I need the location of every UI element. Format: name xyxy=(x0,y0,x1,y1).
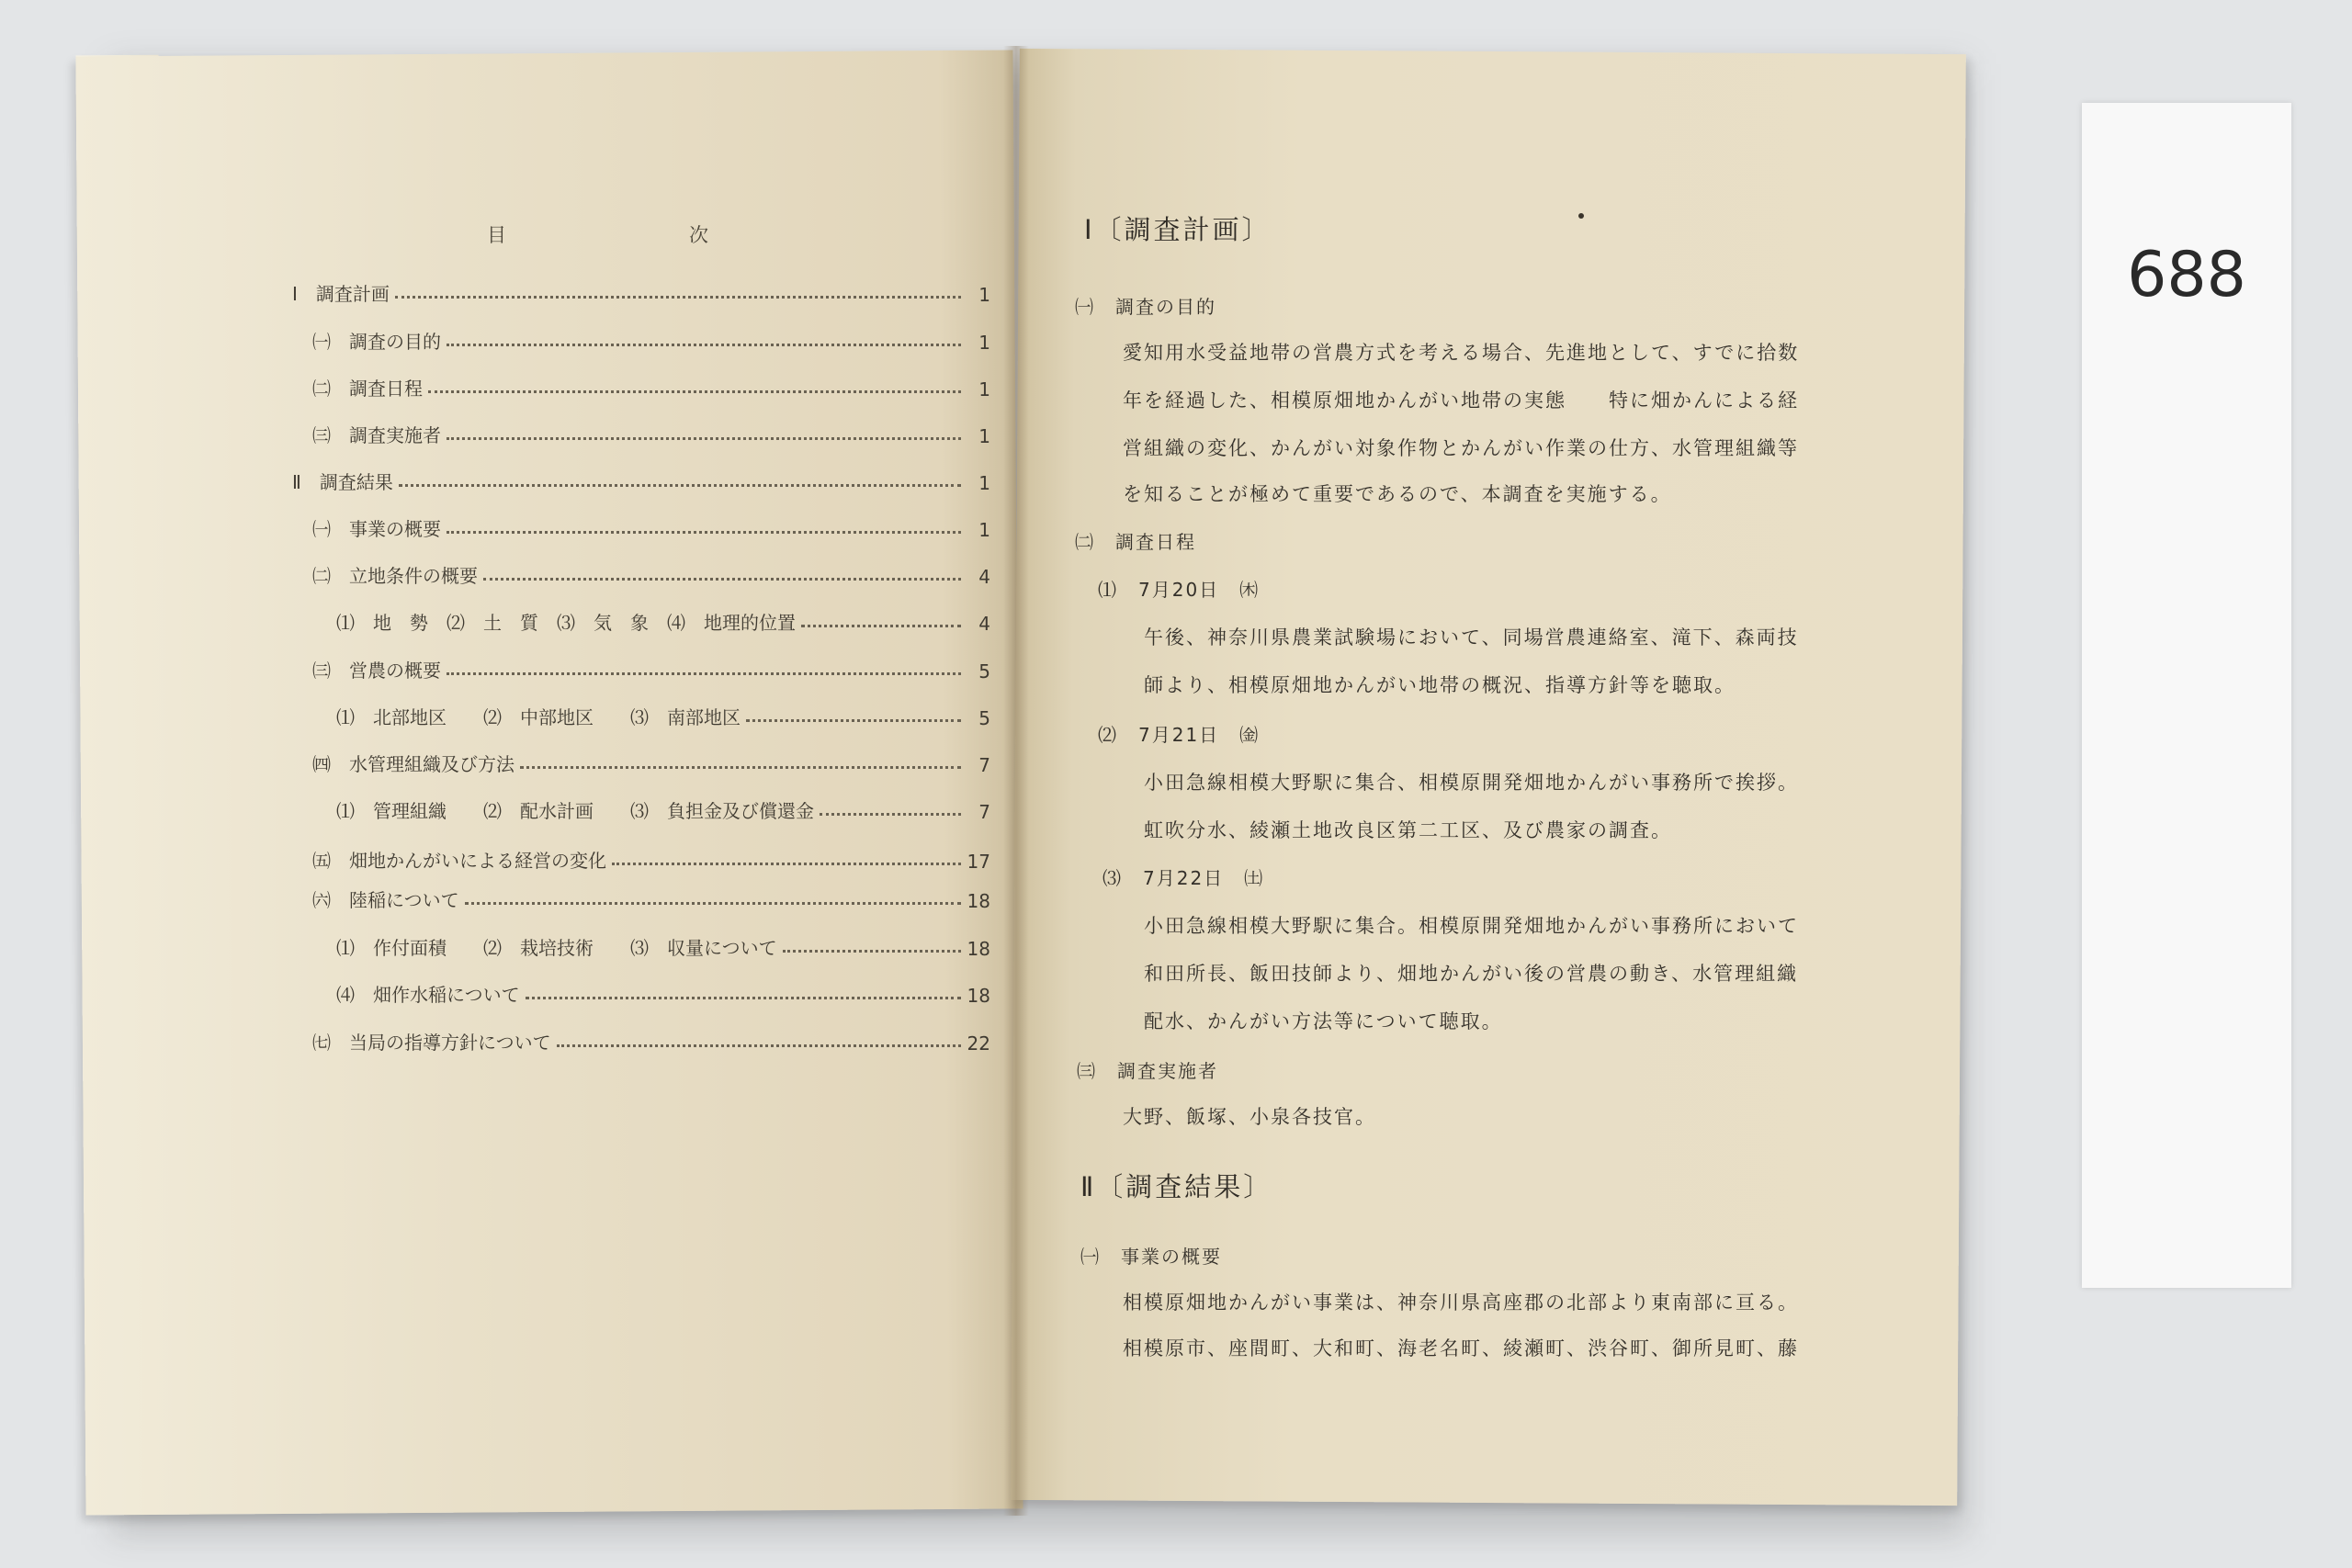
toc-leader-dots xyxy=(395,296,961,299)
body-text-line: 虹吹分水、綾瀬土地改良区第二工区、及び農家の調査。 xyxy=(1144,819,1672,841)
toc-row xyxy=(312,420,990,447)
subsection-heading: ㈡ 調査日程 xyxy=(1075,531,1196,553)
body-text-line: 大野、飯塚、小泉各技官。 xyxy=(1123,1106,1376,1128)
table-of-contents xyxy=(292,278,990,1105)
toc-entry-label: Ⅱ 調査結果 xyxy=(292,471,393,493)
toc-entry-page: 22 xyxy=(967,1032,990,1055)
toc-entry-page: 5 xyxy=(978,707,990,729)
label-slip xyxy=(2082,103,2291,1288)
subsection-heading: ⑵ 7月21日 ㈮ xyxy=(1098,724,1261,746)
body-text-line: 相模原市、座間町、大和町、海老名町、綾瀬町、渋谷町、御所見町、藤 xyxy=(1123,1337,1799,1359)
toc-entry-page: 5 xyxy=(978,660,990,682)
body-text-line: を知ることが極めて重要であるので、本調査を実施する。 xyxy=(1123,483,1672,505)
body-text-line: 年を経過した、相模原畑地かんがい地帯の実態 特に畑かんによる経 xyxy=(1123,389,1799,412)
toc-entry-label: ㈦ 当局の指導方針について xyxy=(312,1032,551,1054)
toc-leader-dots xyxy=(483,578,961,581)
toc-row xyxy=(312,885,990,912)
toc-row xyxy=(312,326,990,354)
book-gutter xyxy=(1003,46,1029,1516)
toc-row xyxy=(312,655,990,682)
toc-row xyxy=(312,560,990,588)
toc-entry-page: 1 xyxy=(978,284,990,306)
toc-leader-dots xyxy=(465,902,961,905)
toc-leader-dots xyxy=(428,390,961,393)
toc-title xyxy=(478,220,753,257)
body-text-line: 午後、神奈川県農業試験場において、同場営農連絡室、滝下、森両技 xyxy=(1144,626,1799,649)
toc-entry-label: ㈢ 営農の概要 xyxy=(312,660,441,682)
toc-row xyxy=(292,467,990,494)
toc-row xyxy=(312,749,990,776)
toc-entry-page: 18 xyxy=(967,985,990,1007)
toc-entry-label: ⑴ 北部地区 ⑵ 中部地区 ⑶ 南部地区 xyxy=(336,706,741,728)
section-heading: Ⅰ〔調査計画〕 xyxy=(1084,214,1272,245)
toc-leader-dots xyxy=(783,950,961,953)
subsection-heading: ⑴ 7月20日 ㈭ xyxy=(1098,579,1261,601)
toc-entry-page: 1 xyxy=(978,519,990,541)
toc-row xyxy=(336,932,990,960)
section-heading: Ⅱ〔調査結果〕 xyxy=(1080,1171,1273,1202)
toc-leader-dots xyxy=(447,672,961,675)
body-text-line: 愛知用水受益地帯の営農方式を考える場合、先進地として、すでに拾数 xyxy=(1123,342,1800,364)
toc-entry-page: 7 xyxy=(978,754,990,776)
toc-entry-label: Ⅰ 調査計画 xyxy=(292,283,390,305)
toc-row xyxy=(292,278,990,306)
toc-leader-dots xyxy=(520,766,961,769)
body-text-line: 小田急線相模大野駅に集合。相模原開発畑地かんがい事務所において xyxy=(1144,915,1799,937)
subsection-heading: ㈠ 調査の目的 xyxy=(1075,296,1216,318)
toc-entry-label: ⑷ 畑作水稲について xyxy=(336,984,520,1006)
toc-row xyxy=(336,795,990,823)
toc-entry-label: ㈡ 調査日程 xyxy=(312,378,423,400)
body-text-line: 和田所長、飯田技師より、畑地かんがい後の営農の動き、水管理組織 xyxy=(1144,963,1799,985)
toc-entry-page: 1 xyxy=(978,425,990,447)
toc-row xyxy=(312,1027,990,1055)
toc-row xyxy=(336,607,990,635)
paper-speck xyxy=(1578,213,1584,219)
toc-leader-dots xyxy=(557,1044,961,1047)
toc-entry-label: ⑴ 地 勢 ⑵ 土 質 ⑶ 気 象 ⑷ 地理的位置 xyxy=(336,612,796,634)
toc-entry-label: ㈡ 立地条件の概要 xyxy=(312,565,478,587)
toc-leader-dots xyxy=(447,344,961,346)
subsection-heading: ㈢ 調査実施者 xyxy=(1077,1060,1218,1082)
toc-entry-page: 4 xyxy=(978,613,990,635)
toc-entry-page: 18 xyxy=(967,890,990,912)
subsection-heading: ⑶ 7月22日 ㈯ xyxy=(1102,867,1265,889)
toc-entry-page: 4 xyxy=(978,566,990,588)
toc-leader-dots xyxy=(447,531,961,534)
toc-entry-page: 7 xyxy=(978,801,990,823)
toc-row xyxy=(336,979,990,1007)
toc-leader-dots xyxy=(820,813,961,816)
toc-leader-dots xyxy=(612,863,961,865)
toc-entry-label: ㈤ 畑地かんがいによる経営の変化 xyxy=(312,850,606,872)
toc-entry-label: ㈥ 陸稲について xyxy=(312,889,459,911)
toc-title-char-1: 目 xyxy=(487,224,506,246)
body-text-line: 営組織の変化、かんがい対象作物とかんがい作業の仕方、水管理組織等 xyxy=(1123,437,1799,459)
toc-entry-page: 1 xyxy=(978,378,990,400)
toc-entry-page: 17 xyxy=(967,851,990,873)
toc-entry-label: ㈠ 事業の概要 xyxy=(312,518,441,540)
toc-entry-page: 18 xyxy=(967,938,990,960)
toc-leader-dots xyxy=(801,625,961,627)
toc-leader-dots xyxy=(399,484,961,487)
toc-entry-label: ㈠ 調査の目的 xyxy=(312,331,441,353)
toc-entry-label: ㈣ 水管理組織及び方法 xyxy=(312,753,514,775)
toc-row xyxy=(312,845,990,873)
body-text-line: 相模原畑地かんがい事業は、神奈川県高座郡の北部より東南部に亘る。 xyxy=(1123,1292,1799,1314)
toc-row xyxy=(336,702,990,729)
toc-row xyxy=(312,373,990,400)
toc-title-char-2: 次 xyxy=(689,224,708,246)
toc-entry-label: ⑴ 管理組織 ⑵ 配水計画 ⑶ 負担金及び償還金 xyxy=(336,800,814,822)
toc-leader-dots xyxy=(746,719,961,722)
toc-entry-page: 1 xyxy=(978,472,990,494)
toc-entry-label: ⑴ 作付面積 ⑵ 栽培技術 ⑶ 収量について xyxy=(336,937,777,959)
subsection-heading: ㈠ 事業の概要 xyxy=(1080,1246,1222,1268)
toc-leader-dots xyxy=(526,997,961,999)
body-text-line: 配水、かんがい方法等について聴取。 xyxy=(1144,1010,1503,1032)
toc-entry-label: ㈢ 調査実施者 xyxy=(312,424,441,446)
toc-row xyxy=(312,513,990,541)
toc-entry-page: 1 xyxy=(978,332,990,354)
body-text-line: 小田急線相模大野駅に集合、相模原開発畑地かんがい事務所で挨拶。 xyxy=(1144,772,1799,794)
body-text-line: 師より、相模原畑地かんがい地帯の概況、指導方針等を聴取。 xyxy=(1144,674,1736,696)
slip-number: 688 xyxy=(2127,239,2246,311)
toc-leader-dots xyxy=(447,437,961,440)
